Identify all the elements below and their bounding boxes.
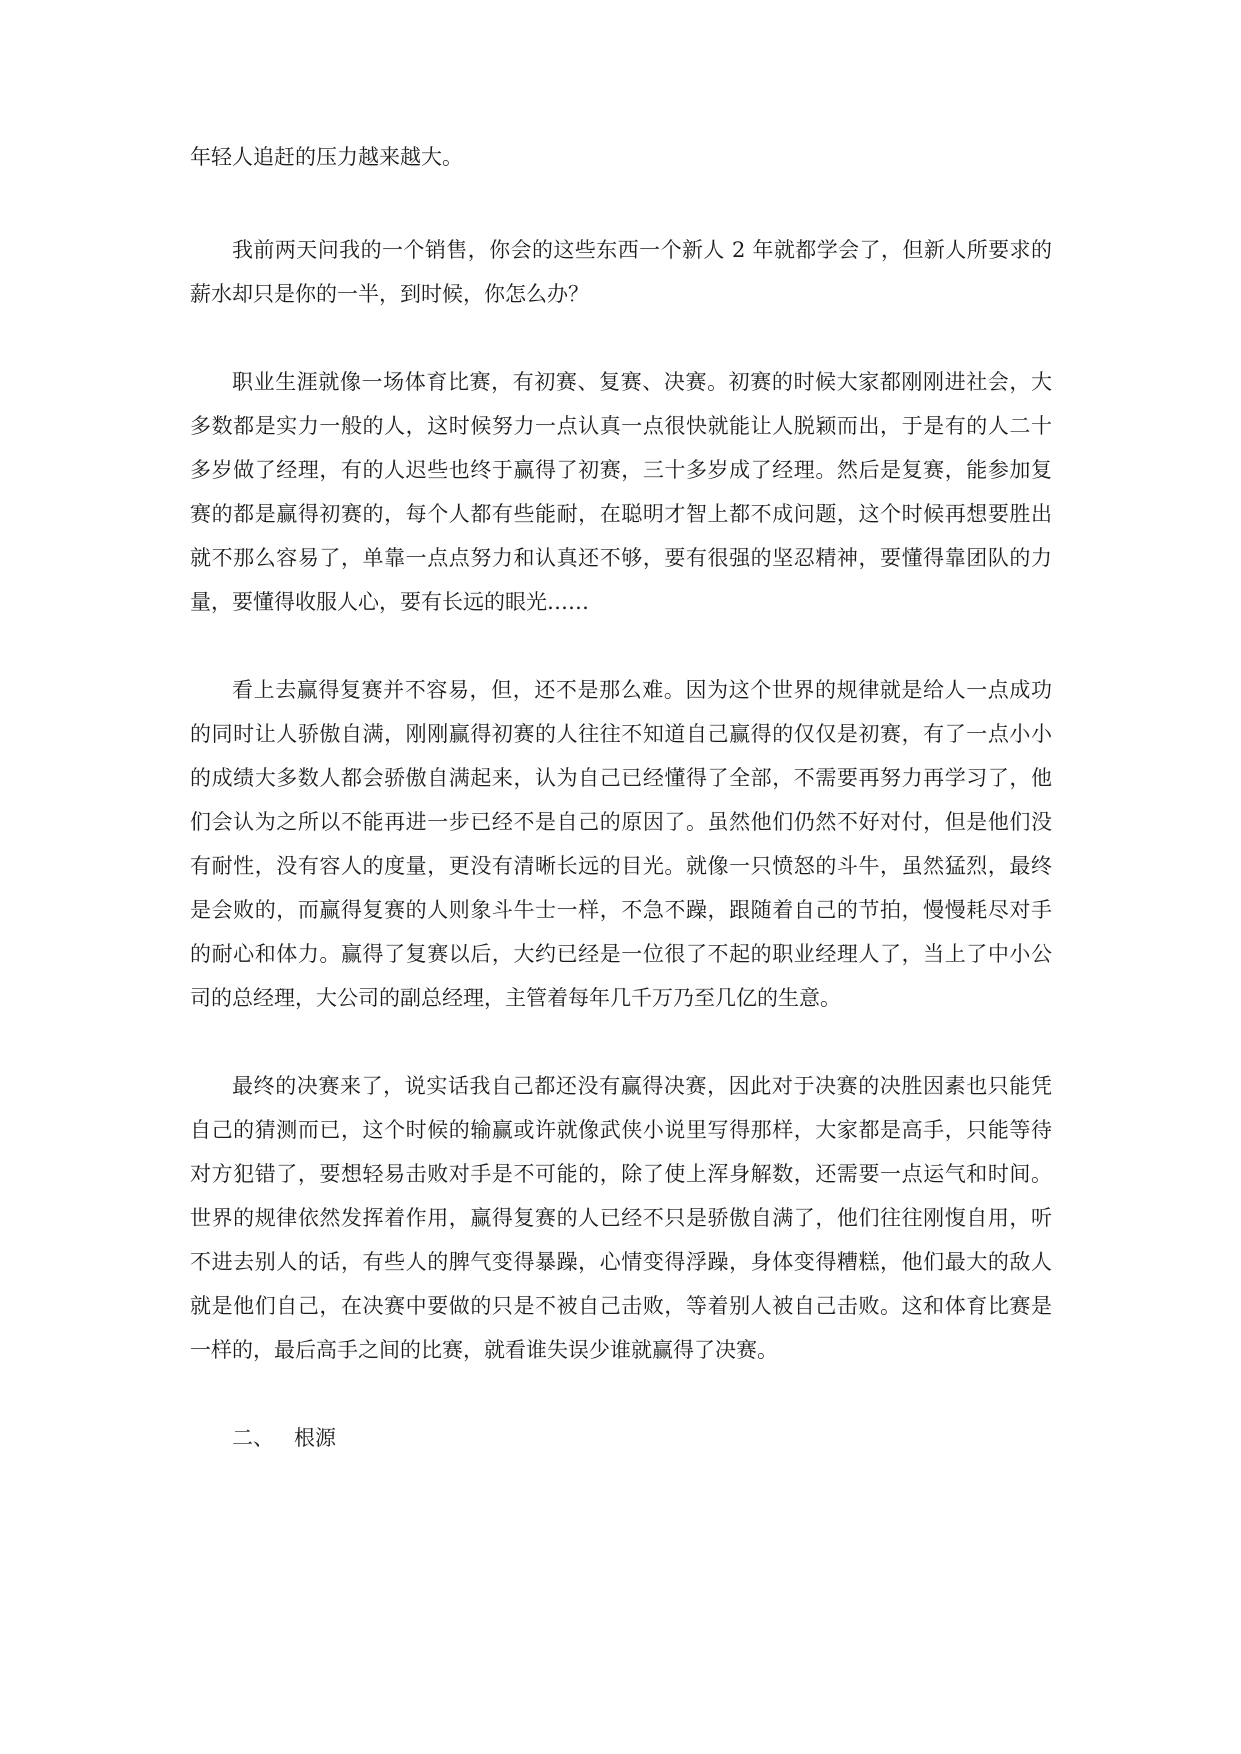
text-line: 就是他们自己，在决赛中要做的只是不被自己击败，等着别人被自己击败。这和体育比赛是 [190, 1294, 1052, 1318]
section-heading [232, 1416, 336, 1460]
text-line: 赛的都是赢得初赛的，每个人都有些能耐，在聪明才智上都不成问题，这个时候再想要胜出 [190, 502, 1052, 526]
section-number: 二、 [232, 1426, 274, 1450]
paragraph-1 [190, 228, 1052, 316]
text-line: 的成绩大多数人都会骄傲自满起来，认为自己已经懂得了全部，不需要再努力再学习了，他 [190, 766, 1052, 790]
text-line: 有耐性，没有容人的度量，更没有清晰长远的目光。就像一只愤怒的斗牛，虽然猛烈，最终 [190, 854, 1052, 878]
text-line: 对方犯错了，要想轻易击败对手是不可能的，除了使上浑身解数，还需要一点运气和时间。 [190, 1162, 1052, 1186]
paragraph-3 [190, 668, 1052, 1020]
text-line: 司的总经理，大公司的副总经理，主管着每年几千万乃至几亿的生意。 [190, 986, 841, 1010]
text-line: 职业生涯就像一场体育比赛，有初赛、复赛、决赛。初赛的时候大家都刚刚进社会，大 [232, 370, 1052, 394]
text-line: 薪水却只是你的一半，到时候，你怎么办？ [190, 282, 589, 306]
text-line: 就不那么容易了，单靠一点点努力和认真还不够，要有很强的坚忍精神，要懂得靠团队的力 [190, 546, 1052, 570]
text-line: 看上去赢得复赛并不容易，但，还不是那么难。因为这个世界的规律就是给人一点成功 [232, 678, 1052, 702]
paragraph-4 [190, 1064, 1052, 1372]
paragraph-continuation [190, 135, 1052, 179]
section-title: 根源 [294, 1426, 336, 1450]
text-line: 我前两天问我的一个销售，你会的这些东西一个新人 2 年就都学会了，但新人所要求的 [232, 238, 1052, 262]
text-line: 最终的决赛来了，说实话我自己都还没有赢得决赛，因此对于决赛的决胜因素也只能凭 [232, 1074, 1052, 1098]
text-line: 的耐心和体力。赢得了复赛以后，大约已经是一位很了不起的职业经理人了，当上了中小公 [190, 942, 1052, 966]
text-line: 一样的，最后高手之间的比赛，就看谁失误少谁就赢得了决赛。 [190, 1338, 778, 1362]
text-line: 多岁做了经理，有的人迟些也终于赢得了初赛，三十多岁成了经理。然后是复赛，能参加复 [190, 458, 1052, 482]
text-line: 们会认为之所以不能再进一步已经不是自己的原因了。虽然他们仍然不好对付，但是他们没 [190, 810, 1052, 834]
paragraph-2 [190, 360, 1052, 624]
text-line: 量，要懂得收服人心，要有长远的眼光…… [190, 590, 589, 614]
text-line: 是会败的，而赢得复赛的人则象斗牛士一样，不急不躁，跟随着自己的节拍，慢慢耗尽对手 [190, 898, 1052, 922]
text-line: 多数都是实力一般的人，这时候努力一点认真一点很快就能让人脱颖而出，于是有的人二十 [190, 414, 1052, 438]
text-line: 年轻人追赶的压力越来越大。 [190, 145, 463, 169]
text-line: 世界的规律依然发挥着作用，赢得复赛的人已经不只是骄傲自满了，他们往往刚愎自用，听 [190, 1206, 1052, 1230]
text-line: 自己的猜测而已，这个时候的输赢或许就像武侠小说里写得那样，大家都是高手，只能等待 [190, 1118, 1052, 1142]
text-line: 的同时让人骄傲自满，刚刚赢得初赛的人往往不知道自己赢得的仅仅是初赛，有了一点小小 [190, 722, 1052, 746]
text-line: 不进去别人的话，有些人的脾气变得暴躁，心情变得浮躁，身体变得糟糕，他们最大的敌人 [190, 1250, 1052, 1274]
